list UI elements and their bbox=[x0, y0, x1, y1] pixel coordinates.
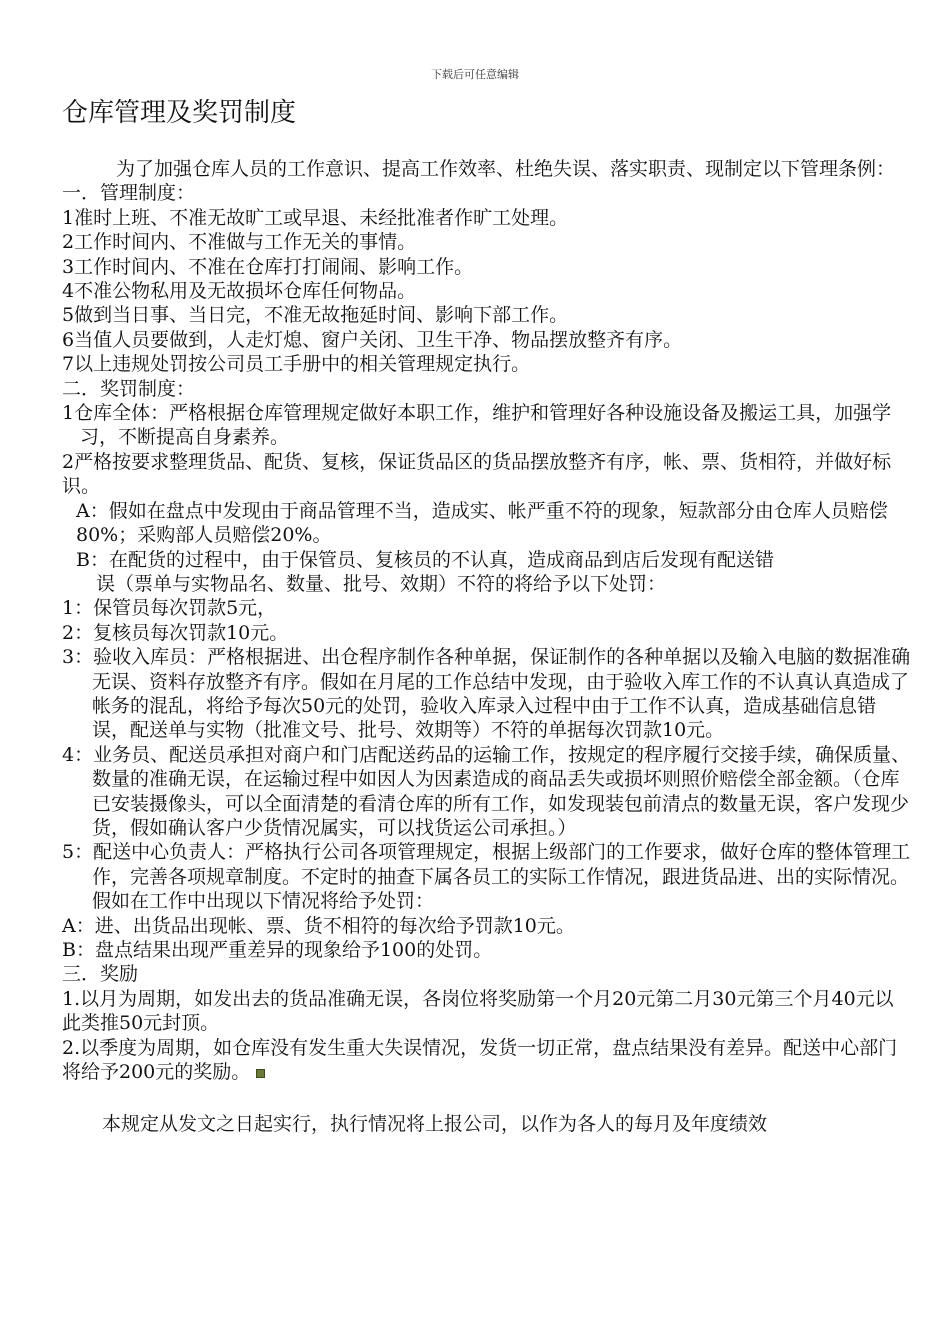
penalty-b: B：盘点结果出现严重差异的现象给予100的处罚。 bbox=[62, 939, 493, 961]
penalty-item: 4：业务员、配送员承担对商户和门店配送药品的运输工作，按规定的程序履行交接手续，确保质量、数量的准确无误，在运输过程中如因人为因素造成的商品丢失或损坏则照价赔偿全部金额。（仓库已安装摄像头，可以全面清楚的看清仓库的所有工作，如发现装包前清点的数量无误，客户发现少货，假如确认客户少货情况属实，可以找货运公司承担。） bbox=[62, 743, 911, 839]
rule-item: 6当值人员要做到，人走灯熄、窗户关闭、卫生干净、物品摆放整齐有序。 bbox=[62, 328, 683, 351]
section3-heading: 三．奖励 bbox=[62, 963, 139, 986]
anchor-marker-icon bbox=[256, 1069, 265, 1078]
bonus-item: 1.以月为周期，如发出去的货品准确无误，各岗位将奖励第一个月20元第二月30元第三个月40元以此类推50元封顶。 bbox=[62, 987, 894, 1035]
rule-item: 3工作时间内、不准在仓库打打闹闹、影响工作。 bbox=[62, 255, 474, 278]
sub-item-b-line1: B：在配货的过程中，由于保管员、复核员的不认真，造成商品到店后发现有配送错 bbox=[76, 548, 774, 571]
sub-item-a: A：假如在盘点中发现由于商品管理不当，造成实、帐严重不符的现象，短款部分由仓库人员赔偿80%；采购部人员赔偿20%。 bbox=[76, 499, 888, 547]
penalty-item: 3：验收入库员：严格根据进、出仓程序制作各种单据，保证制作的各种单据以及输入电脑的数据准确无误、资料存放整齐有序。假如在月尾的工作总结中发现，由于验收入库工作的不认真认真造成了帐务的混乱，将给予每次50元的处罚，验收入库录入过程中由于工作不认真，造成基础信息错误，配送单与实物（批准文号、批号、效期等）不符的单据每次罚款10元。 bbox=[62, 646, 911, 742]
rule-item: 2工作时间内、不准做与工作无关的事情。 bbox=[62, 231, 417, 254]
rule-item: 7以上违规处罚按公司员工手册中的相关管理规定执行。 bbox=[62, 353, 531, 376]
section1-heading: 一．管理制度： bbox=[62, 182, 196, 205]
penalty-a: A：进、出货品出现帐、票、货不相符的每次给予罚款10元。 bbox=[62, 914, 575, 937]
penalty-item: 1：保管员每次罚款5元， bbox=[62, 597, 277, 620]
closing-paragraph: 本规定从发文之日起实行，执行情况将上报公司，以作为各人的每月及年度绩效 bbox=[102, 1113, 768, 1136]
sub-item-b-line2: 误（票单与实物品名、数量、批号、效期）不符的将给予以下处罚： bbox=[96, 572, 667, 595]
bonus-item-text: 2.以季度为周期，如仓库没有发生重大失误情况，发货一切正常，盘点结果没有差异。配送中心部门将给予200元的奖励。 bbox=[62, 1036, 898, 1084]
header-note: 下载后可任意编辑 bbox=[431, 68, 519, 81]
rule-item: 4不准公物私用及无故损坏仓库任何物品。 bbox=[62, 280, 417, 303]
spacer bbox=[62, 1084, 912, 1112]
penalty-item: 5：配送中心负责人：严格执行公司各项管理规定，根据上级部门的工作要求，做好仓库的整体管理工作，完善各项规章制度。不定时的抽查下属各员工的实际工作情况，跟进货品进、出的实际情况。假如在工作中出现以下情况将给予处罚： bbox=[62, 841, 911, 913]
document-title: 仓库管理及奖罚制度 bbox=[62, 98, 297, 128]
document-body bbox=[62, 157, 912, 1137]
rule-item: 1准时上班、不准无故旷工或早退、未经批准者作旷工处理。 bbox=[62, 206, 569, 229]
reward-item-2: 2严格按要求整理货品、配货、复核，保证货品区的货品摆放整齐有序，帐、票、货相符，并做好标识。 bbox=[62, 450, 892, 498]
reward-item-1: 1仓库全体：严格根据仓库管理规定做好本职工作，维护和管理好各种设施设备及搬运工具，加强学习，不断提高自身素养。 bbox=[62, 402, 892, 449]
rule-item: 5做到当日事、当日完，不准无故拖延时间、影响下部工作。 bbox=[62, 304, 569, 327]
bonus-item bbox=[62, 1036, 912, 1085]
sub-item-b bbox=[62, 548, 912, 597]
intro-paragraph: 为了加强仓库人员的工作意识、提高工作效率、杜绝失误、落实职责、现制定以下管理条例： bbox=[116, 158, 896, 180]
section2-heading: 二．奖罚制度： bbox=[62, 377, 196, 400]
penalty-item: 2：复核员每次罚款10元。 bbox=[62, 621, 289, 644]
